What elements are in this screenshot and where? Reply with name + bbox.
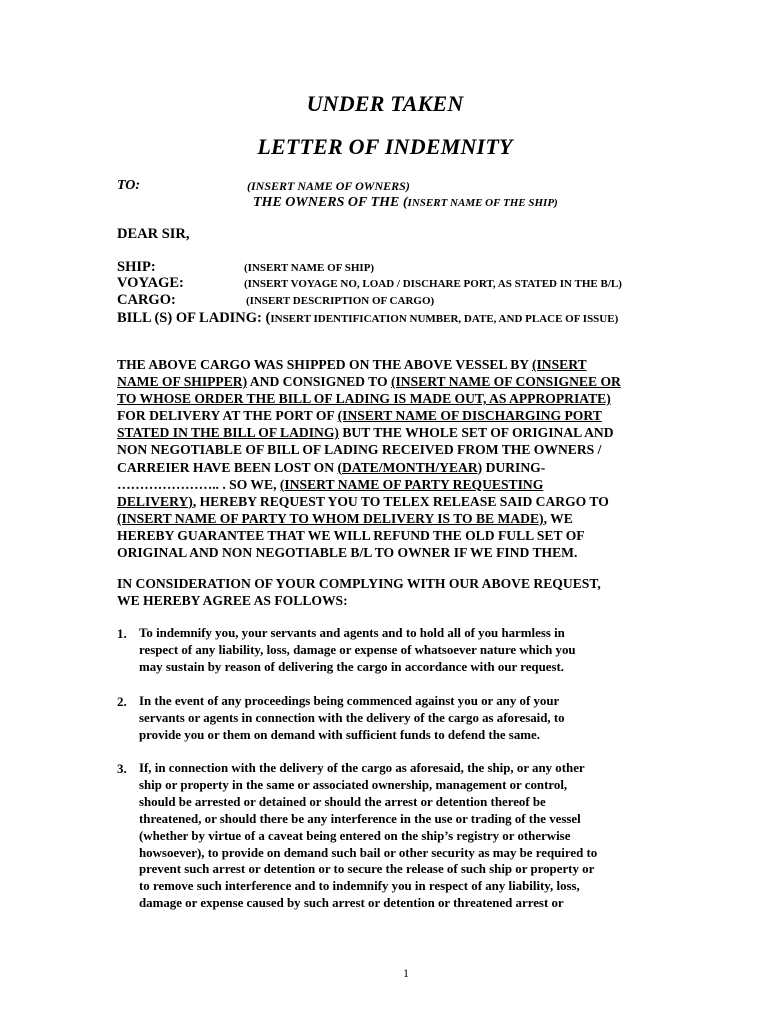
request-paragraph (117, 356, 707, 561)
item-number: 2. (117, 694, 127, 709)
bill-label: BILL (S) OF LADING: ( (117, 310, 271, 326)
document-subtitle: LETTER OF INDEMNITY (257, 134, 513, 159)
cargo-label: CARGO: (117, 292, 176, 308)
shipper-placeholder: (INSERT (531, 357, 587, 372)
consignee-placeholder: (INSERT NAME OF CONSIGNEE OR (390, 374, 621, 390)
body-line: THE ABOVE CARGO WAS SHIPPED ON THE ABOVE VESSEL BY (INSERT (117, 357, 587, 372)
ship-value: (INSERT NAME OF SHIP) (244, 262, 375, 274)
body-line: HEREBY GUARANTEE THAT WE WILL REFUND THE OLD FULL SET OF (117, 527, 585, 543)
requesting-party-placeholder: (INSERT NAME OF PARTY REQUESTING (279, 476, 544, 492)
list-item: To indemnify you, your servants and agents and to hold all of you harmless in respect of any liability, loss, damage or expense of whatsoever nature which you may sustain by reason of delivering the cargo in accordance with our request. (139, 626, 576, 674)
body-line: TO WHOSE ORDER THE BILL OF LADING IS MADE OUT, AS APPROPRIATE) (117, 391, 611, 407)
list-item: In the event of any proceedings being commenced against you or any of your servants or agents in connection with the delivery of the cargo as aforesaid, to provide you or them on demand with sufficient funds to defend the same. (139, 694, 565, 742)
delivery-party-placeholder: (INSERT NAME OF PARTY TO WHOM DELIVERY IS TO BE MADE) (117, 510, 544, 526)
item-number: 3. (117, 761, 127, 776)
to-owners-text: (INSERT NAME OF OWNERS) (247, 179, 410, 193)
ship-label: SHIP: (117, 259, 156, 275)
body-line: FOR DELIVERY AT THE PORT OF (INSERT NAME OF DISCHARGING PORT (117, 408, 602, 424)
cargo-value: (INSERT DESCRIPTION OF CARGO) (246, 295, 435, 307)
body-line: (INSERT NAME OF PARTY TO WHOM DELIVERY IS TO BE MADE), WE (117, 510, 573, 526)
body-line: ORIGINAL AND NON NEGOTIABLE B/L TO OWNER IF WE FIND THEM. (117, 545, 578, 561)
document-title: UNDER TAKEN (306, 91, 464, 116)
discharging-port-placeholder: (INSERT NAME OF DISCHARGING PORT (337, 408, 602, 424)
bill-of-lading-line (117, 309, 618, 327)
to-owners-line (247, 179, 410, 194)
item-number: 1. (117, 626, 127, 641)
body-line: NAME OF SHIPPER) AND CONSIGNED TO (INSERT NAME OF CONSIGNEE OR (117, 374, 621, 390)
body-line: IN CONSIDERATION OF YOUR COMPLYING WITH OUR ABOVE REQUEST, (117, 576, 601, 591)
to-ship-placeholder: INSERT NAME OF THE SHIP) (407, 197, 558, 209)
body-line: CARREIER HAVE BEEN LOST ON (DATE/MONTH/YEAR) DURING- (117, 459, 546, 475)
list-item: If, in connection with the delivery of the cargo as aforesaid, the ship, or any other ship or property in the same or associated ownership, management or control, should be arrested or detained or should the arrest or detention thereof be threatened, or should there be any interference in the use or trading of the vessel (whether by virtue of a caveat being entered on the ship’s registry or otherwise howsoever), to provide on demand such bail or other security as may be required to prevent such arrest or detention or to secure the release of such ship or property or to remove such interference and to indemnify you in respect of any liability, loss, damage or expense caused by such arrest or detention or threatened arrest or (139, 761, 598, 911)
page-number: 1 (403, 966, 409, 980)
body-line: ………………….. . SO WE, (INSERT NAME OF PARTY REQUESTING (117, 476, 544, 492)
body-line: NON NEGOTIABLE OF BILL OF LADING RECEIVED FROM THE OWNERS / (117, 442, 602, 458)
salutation: DEAR SIR, (117, 226, 190, 242)
voyage-value: (INSERT VOYAGE NO, LOAD / DISCHARE PORT, AS STATED IN THE B/L) (244, 278, 622, 290)
voyage-label: VOYAGE: (117, 275, 184, 291)
to-ship-line (253, 193, 558, 211)
bill-value: INSERT IDENTIFICATION NUMBER, DATE, AND PLACE OF ISSUE) (270, 313, 619, 325)
to-label: TO: (117, 178, 141, 193)
date-placeholder: (DATE/MONTH/YEAR) (337, 459, 483, 475)
body-line: DELIVERY), HEREBY REQUEST YOU TO TELEX RELEASE SAID CARGO TO (117, 493, 609, 509)
consideration-paragraph (117, 575, 707, 609)
to-ship-prefix: THE OWNERS OF THE ( (253, 195, 408, 210)
body-line: STATED IN THE BILL OF LADING) BUT THE WHOLE SET OF ORIGINAL AND (117, 425, 614, 441)
body-line: WE HEREBY AGREE AS FOLLOWS: (117, 593, 348, 609)
